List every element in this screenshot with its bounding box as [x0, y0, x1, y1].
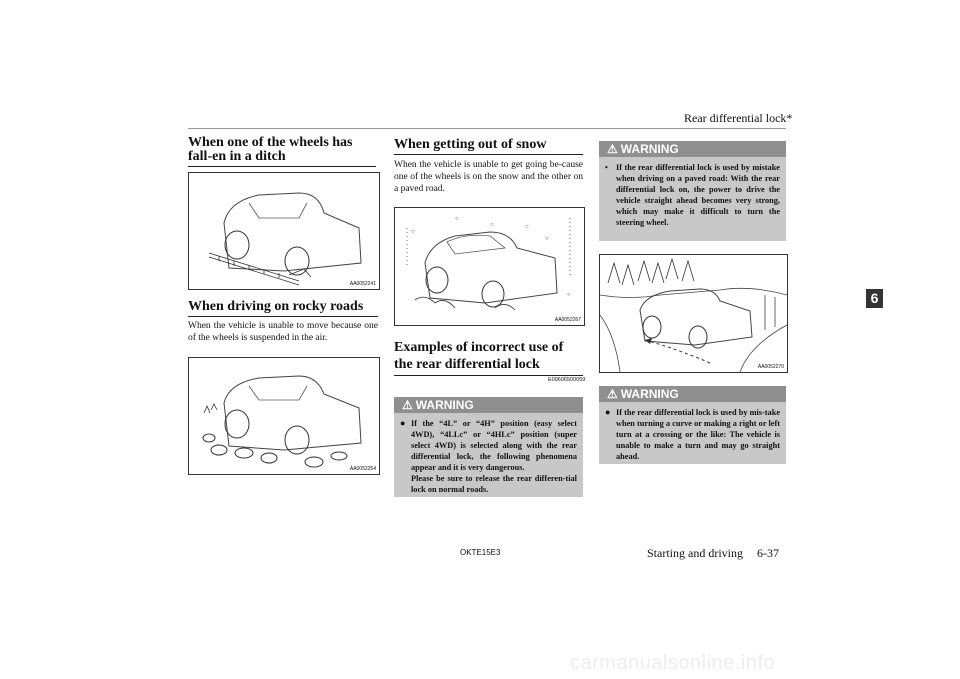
figure-code: AA0052267 [554, 317, 581, 323]
car-in-snow-illustration [395, 208, 584, 325]
warning-text: If the “4L” or “4H” position (easy select 4WD), “4LLc” or “4HLc” position (super select 4WD) is selected along with the rear differential lock, the following phenomena appear and it is very dangerous. Please be sure to release the rear differen-tial lock on normal roads. [411, 419, 577, 494]
warning-triangle-icon: ⚠ [607, 142, 618, 156]
running-header: Rear differential lock* [684, 111, 793, 125]
svg-text:○: ○ [490, 222, 494, 228]
warning-header [599, 141, 786, 157]
heading-snow: When getting out of snow [394, 138, 583, 155]
warning-text: If the rear differential lock is used by mis-take when turning a curve or making a right or left turn at a crossing or the like: The vehicle is unable to make a turn and may go straight ahead. [616, 408, 780, 461]
bullet-icon: ● [605, 407, 611, 417]
figure-code: AA0052241 [349, 281, 376, 287]
warning-body [400, 418, 577, 495]
warning-triangle-icon: ⚠ [607, 387, 618, 401]
warning-triangle-icon: ⚠ [402, 398, 413, 412]
warning-label: WARNING [415, 398, 474, 412]
body-snow: When the vehicle is unable to get going be-cause one of the wheels is on the snow and the other on a paved road. [394, 160, 583, 194]
car-on-rocks-illustration [189, 358, 379, 474]
header-rule [188, 128, 786, 129]
warning-header [394, 397, 583, 413]
left-column [188, 136, 378, 167]
svg-text:○: ○ [411, 229, 415, 235]
footer-code: OKTE15E3 [460, 548, 501, 557]
footer-page-number: 6-37 [757, 546, 779, 560]
warning-box-4wd [394, 397, 583, 497]
bullet-icon: ● [400, 418, 406, 428]
figure-code: AA0052254 [349, 466, 376, 472]
svg-text:○: ○ [545, 236, 549, 242]
figure-rocky [188, 357, 380, 475]
bullet-icon: • [605, 163, 608, 172]
heading-ditch: When one of the wheels has fall-en in a ditch [188, 136, 376, 167]
footer-section: Starting and driving [647, 546, 743, 560]
warning-label: WARNING [620, 387, 679, 401]
figure-turning [599, 254, 788, 373]
figure-ditch [188, 172, 380, 290]
section-code: E00606500059 [548, 377, 586, 383]
chapter-tab: 6 [866, 289, 883, 308]
heading-rocky-roads: When driving on rocky roads [188, 300, 378, 317]
car-in-ditch-illustration [189, 173, 379, 289]
figure-snow [394, 207, 585, 326]
warning-box-turning [599, 386, 786, 464]
car-turning-illustration [600, 255, 787, 372]
watermark: carmanualsonline.info [570, 652, 776, 674]
warning-body [605, 407, 780, 462]
heading-incorrect-use: Examples of incorrect use of the rear differential lock [394, 339, 583, 376]
warning-box-paved-road [599, 141, 786, 241]
warning-text: If the rear differential lock is used by mistake when driving on a paved road: With the rear differential lock on, the power to drive the vehicle straight ahead becomes very strong, which may make it difficult to turn the steering wheel. [616, 163, 780, 227]
svg-text:○: ○ [455, 216, 459, 222]
warning-label: WARNING [620, 142, 679, 156]
svg-text:○: ○ [525, 224, 529, 230]
figure-code: AA0052270 [757, 364, 784, 370]
warning-body [605, 162, 780, 228]
body-rocky-roads: When the vehicle is unable to move because one of the wheels is suspended in the air. [188, 321, 378, 343]
svg-text:○: ○ [567, 292, 571, 298]
warning-header [599, 386, 786, 402]
